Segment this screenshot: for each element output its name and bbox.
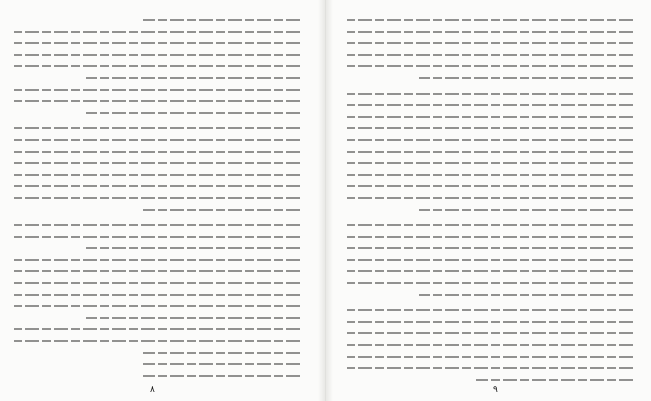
text-line xyxy=(14,122,300,134)
text-line xyxy=(347,289,633,301)
right-page-text xyxy=(347,14,633,385)
text-line xyxy=(347,111,633,123)
text-line xyxy=(347,231,633,243)
right-page xyxy=(333,0,651,401)
text-line xyxy=(347,122,633,134)
text-line xyxy=(14,204,300,216)
text-line xyxy=(14,242,300,254)
text-line xyxy=(347,316,633,328)
text-line xyxy=(14,192,300,204)
text-line xyxy=(347,304,633,316)
text-line xyxy=(14,134,300,146)
page-number: ٩ xyxy=(493,385,498,395)
text-line xyxy=(347,99,633,111)
text-line xyxy=(14,72,300,84)
text-line xyxy=(14,107,300,119)
page-number: ٨ xyxy=(150,385,155,395)
text-line xyxy=(347,37,633,49)
text-line xyxy=(14,180,300,192)
text-line xyxy=(347,277,633,289)
text-line xyxy=(347,49,633,61)
left-page xyxy=(0,0,318,401)
text-line xyxy=(347,254,633,266)
text-line xyxy=(347,26,633,38)
text-line xyxy=(14,169,300,181)
text-line xyxy=(347,60,633,72)
text-line xyxy=(14,323,300,335)
text-line xyxy=(14,358,300,370)
text-line xyxy=(347,180,633,192)
text-line xyxy=(14,254,300,266)
text-line xyxy=(14,95,300,107)
text-line xyxy=(14,312,300,324)
text-line xyxy=(347,265,633,277)
text-line xyxy=(14,49,300,61)
text-line xyxy=(347,351,633,363)
text-line xyxy=(347,72,633,84)
text-line xyxy=(347,362,633,374)
text-line xyxy=(347,157,633,169)
text-line xyxy=(14,84,300,96)
text-line xyxy=(347,374,633,386)
text-line xyxy=(14,347,300,359)
text-line xyxy=(14,219,300,231)
text-line xyxy=(347,134,633,146)
left-page-text xyxy=(14,14,300,381)
text-line xyxy=(14,60,300,72)
text-line xyxy=(347,88,633,100)
text-line xyxy=(347,14,633,26)
text-line xyxy=(14,157,300,169)
text-line xyxy=(14,231,300,243)
text-line xyxy=(14,14,300,26)
text-line xyxy=(347,204,633,216)
text-line xyxy=(14,370,300,382)
text-line xyxy=(14,265,300,277)
text-line xyxy=(14,146,300,158)
text-line xyxy=(14,37,300,49)
text-line xyxy=(14,335,300,347)
book-gutter xyxy=(318,0,333,401)
text-line xyxy=(347,169,633,181)
text-line xyxy=(347,327,633,339)
text-line xyxy=(347,339,633,351)
text-line xyxy=(347,219,633,231)
text-line xyxy=(14,300,300,312)
text-line xyxy=(14,26,300,38)
text-line xyxy=(347,146,633,158)
text-line xyxy=(347,242,633,254)
text-line xyxy=(14,289,300,301)
text-line xyxy=(14,277,300,289)
text-line xyxy=(347,192,633,204)
